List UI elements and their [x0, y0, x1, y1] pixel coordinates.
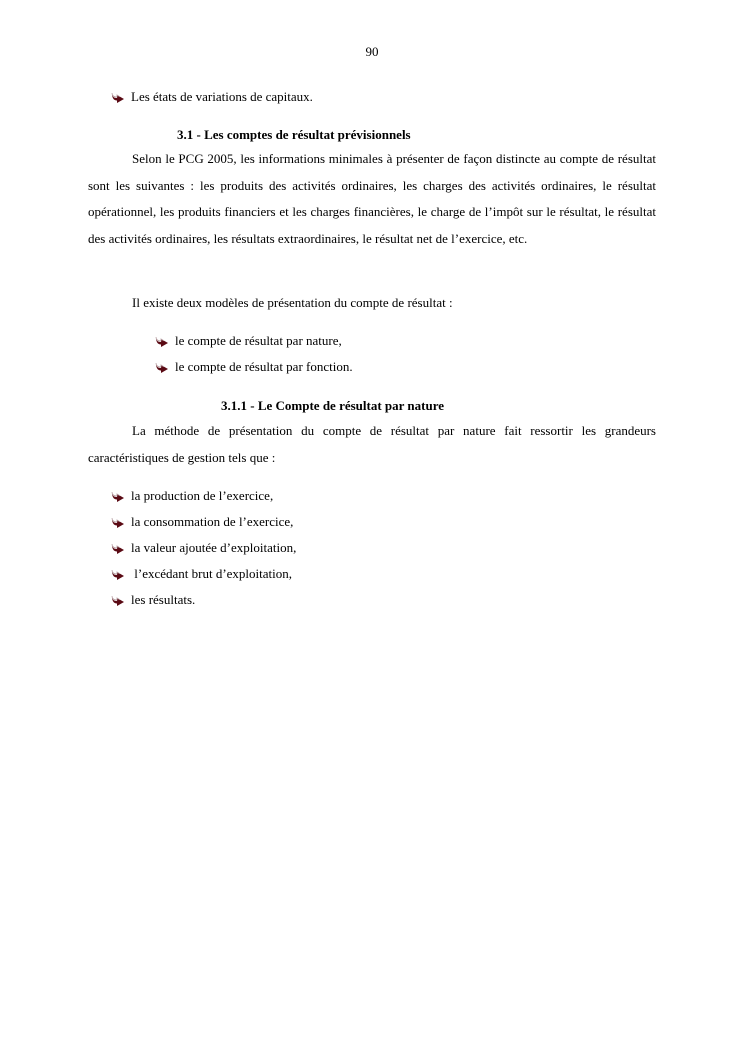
- list-item-text: la production de l’exercice,: [131, 488, 274, 503]
- curved-arrow-bullet-icon: [111, 490, 125, 502]
- curved-arrow-bullet-icon: [111, 568, 125, 580]
- list-item-text: la consommation de l’exercice,: [131, 514, 294, 529]
- section-heading-3-1-1: 3.1.1 - Le Compte de résultat par nature: [221, 398, 445, 413]
- curved-arrow-bullet-icon: [111, 542, 125, 554]
- list-item-intro: [111, 88, 313, 106]
- list-item-text: le compte de résultat par nature,: [175, 333, 342, 348]
- curved-arrow-bullet-icon: [111, 516, 125, 528]
- section-heading-3-1: 3.1 - Les comptes de résultat prévisionnels: [177, 127, 411, 142]
- curved-arrow-bullet-icon: [111, 594, 125, 606]
- list-item: [111, 487, 273, 505]
- list-item-text: les résultats.: [131, 592, 196, 607]
- curved-arrow-bullet-icon: [111, 91, 125, 103]
- list-item: [111, 591, 195, 609]
- section-paragraph-3-1-1: La méthode de présentation du compte de résultat par nature fait ressortir les grandeurs caractéristiques de gestion tels que :: [88, 423, 656, 465]
- models-intro-text: Il existe deux modèles de présentation du compte de résultat :: [132, 295, 453, 310]
- list-item-text: le compte de résultat par fonction.: [175, 359, 353, 374]
- curved-arrow-bullet-icon: [155, 361, 169, 373]
- list-item-model: [155, 332, 342, 350]
- list-item: [111, 565, 292, 583]
- section-paragraph-3-1: Selon le PCG 2005, les informations minimales à présenter de façon distincte au compte de résultat sont les suivantes : les produits des activités ordinaires, les charges des activités ordinaires, le résultat opérationnel, les produits financiers et les charges financières, le charge de l’impôt sur le résultat, le résultat des activités ordinaires, les résultats extraordinaires, le résultat net de l’exercice, etc.: [88, 151, 656, 246]
- list-item-text: l’excédant brut d’exploitation,: [131, 566, 293, 581]
- list-item: [111, 513, 293, 531]
- list-item-text: la valeur ajoutée d’exploitation,: [131, 540, 297, 555]
- list-item-text: Les états de variations de capitaux.: [131, 89, 313, 104]
- list-item-model: [155, 358, 353, 376]
- page-number: 90: [365, 44, 379, 59]
- list-item: [111, 539, 296, 557]
- curved-arrow-bullet-icon: [155, 335, 169, 347]
